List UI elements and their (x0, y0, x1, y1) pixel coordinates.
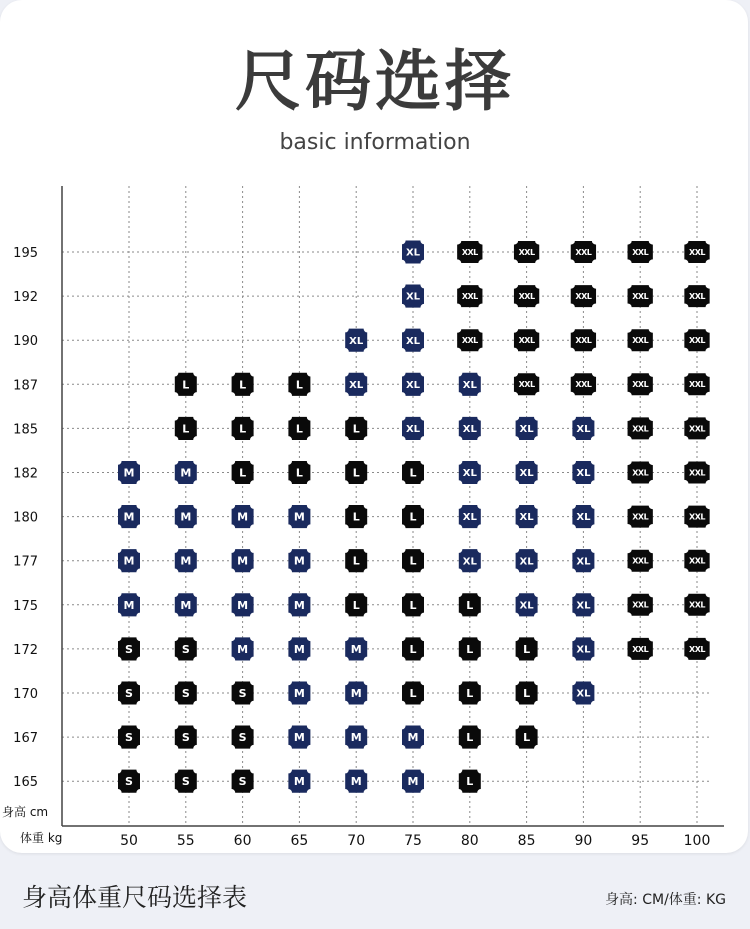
size-tag-label: M (123, 598, 135, 612)
size-tag-label: XXL (689, 424, 705, 434)
size-tag-xl (516, 549, 538, 572)
size-tag-xl (402, 329, 424, 352)
size-tag-label: XL (349, 379, 364, 391)
size-tag-label: L (466, 598, 474, 612)
size-tag-label: S (125, 686, 133, 700)
size-tag-xxl (628, 373, 653, 395)
size-tag-m (288, 549, 310, 572)
size-tag-l (402, 593, 424, 616)
size-tag-label: XL (576, 600, 591, 612)
y-tick-label: 172 (13, 642, 38, 658)
size-tag-label: XXL (632, 644, 649, 654)
size-tag-s (232, 681, 254, 704)
size-tag-xxl (628, 285, 653, 307)
y-tick-label: 165 (13, 775, 38, 791)
size-tag-label: L (295, 466, 303, 480)
size-tag-s (175, 681, 197, 704)
size-tag-label: L (182, 378, 190, 392)
size-tag-l (402, 681, 424, 704)
size-tag-xl (516, 505, 538, 528)
size-tag-label: S (125, 731, 133, 745)
size-tag-l (232, 461, 254, 484)
size-tag-label: XXL (689, 556, 705, 566)
size-tag-xl (459, 373, 481, 396)
size-tag-label: XXL (575, 247, 592, 257)
chart-grid (62, 186, 712, 826)
size-tag-label: XXL (575, 291, 592, 301)
size-tag-label: L (352, 466, 360, 480)
size-tag-l (288, 461, 310, 484)
units-note: 身高: CM/体重: KG (605, 892, 726, 908)
y-tick-label: 177 (13, 554, 38, 570)
size-tag-xl (572, 637, 594, 660)
size-tag-label: XL (519, 424, 534, 435)
size-tag-xxl (628, 506, 653, 528)
size-tag-label: XXL (689, 644, 705, 654)
size-tag-label: L (466, 686, 474, 700)
size-tag-label: XXL (632, 424, 649, 434)
size-tag-label: M (180, 510, 192, 524)
y-axis-label: 身高 cm (2, 805, 49, 819)
y-tick-label: 185 (13, 422, 38, 438)
size-tag-label: L (409, 642, 417, 656)
size-tag-label: S (181, 775, 190, 789)
size-tag-label: XL (576, 556, 591, 568)
size-tag-label: L (466, 642, 474, 656)
size-tag-label: XXL (689, 512, 705, 522)
size-tag-label: XL (576, 424, 591, 435)
size-tag-l (516, 637, 538, 660)
size-tag-label: L (409, 598, 417, 612)
size-tag-label: L (409, 686, 417, 700)
size-tag-l (459, 726, 481, 749)
size-tag-l (516, 681, 538, 704)
size-tag-m (175, 461, 197, 484)
size-tag-label: M (180, 598, 192, 612)
x-tick-label: 85 (517, 833, 536, 849)
size-tag-label: XXL (461, 336, 478, 346)
size-tag-xxl (684, 594, 709, 616)
x-tick-label: 70 (347, 833, 366, 849)
size-tag-label: L (523, 731, 531, 745)
size-tag-m (345, 770, 367, 793)
size-tag-label: XXL (575, 380, 592, 390)
size-tag-label: XXL (518, 291, 535, 301)
size-tag-label: XL (576, 468, 591, 480)
size-tag-label: M (293, 510, 305, 524)
size-tag-m (345, 637, 367, 660)
size-tag-xxl (514, 241, 539, 263)
x-tick-label: 55 (176, 833, 195, 849)
size-tag-label: L (523, 686, 531, 700)
size-tag-m (118, 461, 140, 484)
size-tag-l (459, 593, 481, 616)
size-tag-label: XXL (632, 512, 649, 522)
size-tag-xxl (684, 506, 709, 528)
size-tag-xl (459, 505, 481, 528)
size-tag-m (345, 726, 367, 749)
size-tag-m (175, 549, 197, 572)
size-tag-xl (459, 549, 481, 572)
x-tick-label: 100 (683, 833, 711, 849)
size-tag-label: L (239, 378, 247, 392)
size-tag-l (175, 373, 197, 396)
size-tag-label: L (352, 554, 360, 568)
size-tag-xxl (684, 285, 709, 307)
size-tag-m (402, 726, 424, 749)
size-tag-label: XL (405, 335, 421, 347)
size-tag-label: XXL (632, 556, 649, 566)
size-tag-xxl (684, 462, 709, 484)
size-tag-s (118, 770, 140, 793)
size-tag-m (118, 505, 140, 528)
size-tag-label: M (123, 554, 135, 568)
chart-caption: 身高体重尺码选择表 (22, 883, 248, 912)
size-tag-m (118, 549, 140, 572)
size-tag-xxl (457, 329, 482, 351)
size-tag-label: XL (576, 512, 591, 524)
size-tag-label: S (181, 686, 190, 700)
size-tag-xl (459, 461, 481, 484)
size-tag-label: M (237, 642, 249, 656)
size-tag-m (288, 505, 310, 528)
size-tag-xxl (628, 638, 653, 660)
size-tag-l (288, 417, 310, 440)
size-tag-label: XXL (689, 468, 705, 478)
size-tag-label: M (237, 554, 249, 568)
size-tag-xl (402, 417, 424, 440)
size-tag-xxl (684, 373, 709, 395)
size-tag-label: M (180, 554, 192, 568)
size-tag-xl (345, 373, 367, 396)
size-tag-label: M (293, 686, 305, 700)
size-tag-l (175, 417, 197, 440)
size-tag-label: XL (462, 424, 477, 435)
size-tag-s (175, 637, 197, 660)
size-tag-label: XL (519, 512, 534, 524)
size-tag-xl (572, 505, 594, 528)
y-tick-label: 190 (13, 334, 38, 350)
y-tick-label: 182 (13, 466, 38, 482)
size-tag-label: M (350, 642, 362, 656)
size-tag-label: M (293, 554, 305, 568)
size-tag-label: M (237, 510, 249, 524)
size-tag-xxl (457, 285, 482, 307)
x-tick-label: 60 (233, 833, 252, 849)
size-tag-label: XXL (689, 291, 705, 301)
size-tag-xl (572, 593, 594, 616)
size-tag-label: XL (405, 379, 421, 391)
y-tick-label: 180 (13, 510, 38, 526)
size-tag-label: XXL (518, 380, 535, 390)
size-tag-s (232, 726, 254, 749)
size-tag-label: XXL (632, 600, 649, 610)
size-tag-l (459, 681, 481, 704)
size-tag-m (288, 770, 310, 793)
size-tag-l (345, 461, 367, 484)
size-tag-xl (402, 240, 424, 263)
size-tag-label: XL (349, 335, 364, 347)
size-tag-label: M (407, 731, 419, 745)
y-tick-label: 195 (13, 246, 38, 261)
size-tag-l (459, 637, 481, 660)
size-tag-label: XL (576, 688, 591, 700)
size-tag-xxl (514, 329, 539, 351)
size-tag-s (232, 770, 254, 793)
size-tag-xl (516, 461, 538, 484)
size-tag-label: S (125, 775, 133, 789)
size-tag-label: XL (405, 291, 421, 303)
size-tag-label: L (523, 642, 531, 656)
size-tag-m (118, 593, 140, 616)
size-tag-l (345, 593, 367, 616)
size-tag-label: XL (462, 512, 477, 524)
size-tag-m (288, 637, 310, 660)
size-tag-l (232, 417, 254, 440)
size-tag-label: XXL (632, 291, 649, 301)
size-tag-xl (572, 549, 594, 572)
size-tag-xl (402, 285, 424, 308)
size-tag-label: M (407, 775, 419, 789)
size-tag-label: XXL (575, 336, 592, 346)
size-tag-label: M (123, 466, 135, 480)
size-tag-l (345, 417, 367, 440)
size-tag-label: XXL (689, 600, 705, 610)
size-tag-label: L (239, 422, 247, 436)
y-tick-label: 187 (13, 378, 38, 394)
size-tag-xxl (684, 241, 709, 263)
x-tick-label: 95 (631, 833, 650, 849)
size-tag-label: L (352, 422, 360, 436)
y-tick-label: 167 (13, 731, 38, 747)
size-tag-label: L (295, 422, 303, 436)
size-tag-xxl (628, 550, 653, 572)
size-tag-xl (516, 593, 538, 616)
size-tag-xl (572, 681, 594, 704)
size-tag-xxl (628, 417, 653, 439)
size-tag-label: M (293, 642, 305, 656)
size-tag-label: M (293, 598, 305, 612)
size-tag-s (175, 726, 197, 749)
size-tag-xxl (628, 594, 653, 616)
x-tick-label: 50 (120, 833, 138, 849)
size-tag-label: M (293, 731, 305, 745)
size-tag-l (402, 461, 424, 484)
size-tag-xxl (628, 462, 653, 484)
x-tick-label: 65 (290, 833, 309, 849)
size-tag-m (232, 505, 254, 528)
size-tag-label: L (295, 378, 303, 392)
size-tag-l (402, 549, 424, 572)
size-tag-label: XXL (689, 247, 705, 257)
size-tag-label: M (350, 775, 362, 789)
size-tag-xl (402, 373, 424, 396)
size-tag-xxl (514, 285, 539, 307)
size-tag-xl (572, 461, 594, 484)
size-tag-xxl (684, 550, 709, 572)
size-tag-xxl (457, 241, 482, 263)
size-tag-m (345, 681, 367, 704)
size-tag-label: XL (462, 379, 477, 391)
size-tag-m (288, 593, 310, 616)
size-tag-m (288, 681, 310, 704)
size-tag-label: XL (519, 468, 534, 480)
size-tag-label: M (293, 775, 305, 789)
size-tag-xxl (571, 329, 596, 351)
size-tag-label: M (350, 686, 362, 700)
size-tag-label: XXL (689, 336, 705, 346)
size-tag-label: XXL (632, 468, 649, 478)
size-tag-l (288, 373, 310, 396)
size-tag-xl (459, 417, 481, 440)
size-tag-xxl (571, 241, 596, 263)
size-tag-s (175, 770, 197, 793)
size-tag-label: XXL (632, 247, 649, 257)
size-tag-label: M (350, 731, 362, 745)
size-tag-xl (345, 329, 367, 352)
x-tick-label: 75 (404, 833, 422, 849)
y-tick-label: 170 (13, 687, 38, 702)
size-tag-l (459, 770, 481, 793)
page-subtitle: basic information (279, 130, 471, 155)
size-tag-l (232, 373, 254, 396)
size-tag-xxl (684, 417, 709, 439)
size-tag-m (175, 505, 197, 528)
size-tag-label: L (239, 466, 247, 480)
size-tag-m (232, 637, 254, 660)
size-tag-label: S (125, 642, 133, 656)
size-tag-label: S (238, 731, 247, 745)
size-tag-label: S (238, 686, 247, 700)
size-tag-label: L (409, 554, 417, 568)
size-tag-label: L (466, 775, 474, 789)
size-tag-xxl (571, 373, 596, 395)
size-tag-label: XXL (518, 336, 535, 346)
page-title: 尺码选择 (235, 43, 515, 120)
size-tag-label: XL (462, 556, 477, 568)
size-tag-label: XXL (461, 247, 478, 257)
size-tag-xxl (514, 373, 539, 395)
size-tag-label: XXL (461, 291, 478, 301)
size-tag-s (118, 726, 140, 749)
size-tag-label: S (181, 642, 190, 656)
size-tag-label: L (466, 731, 474, 745)
size-tag-s (118, 637, 140, 660)
size-tag-s (118, 681, 140, 704)
size-tag-m (232, 593, 254, 616)
size-tag-label: L (182, 422, 190, 436)
size-tag-label: XL (405, 247, 421, 259)
size-tag-l (345, 549, 367, 572)
size-tag-l (345, 505, 367, 528)
size-tag-label: M (123, 510, 135, 524)
size-tag-xxl (628, 329, 653, 351)
size-tag-label: XL (519, 556, 534, 568)
size-tag-label: XL (462, 468, 477, 480)
size-tag-xl (516, 417, 538, 440)
x-axis-label: 体重 kg (20, 831, 63, 845)
size-tag-l (402, 505, 424, 528)
chart-cells (118, 240, 710, 792)
size-tag-label: M (180, 466, 192, 480)
size-tag-label: L (352, 510, 360, 524)
size-tag-label: XL (519, 600, 534, 612)
size-tag-label: L (409, 466, 417, 480)
size-tag-label: XXL (689, 380, 705, 390)
size-tag-label: S (238, 775, 247, 789)
y-tick-label: 175 (13, 598, 38, 614)
size-tag-label: XXL (632, 380, 649, 390)
size-tag-m (288, 726, 310, 749)
size-tag-xxl (684, 329, 709, 351)
size-tag-label: XXL (518, 247, 535, 257)
size-tag-xxl (684, 638, 709, 660)
size-tag-xl (572, 417, 594, 440)
x-tick-label: 80 (460, 833, 479, 849)
size-tag-label: L (409, 510, 417, 524)
size-tag-label: M (237, 598, 249, 612)
size-tag-label: XL (405, 424, 421, 435)
y-tick-label: 192 (13, 290, 38, 306)
size-tag-l (402, 637, 424, 660)
size-tag-label: S (181, 731, 190, 745)
size-tag-m (175, 593, 197, 616)
x-tick-label: 90 (574, 833, 593, 849)
size-tag-m (232, 549, 254, 572)
size-tag-l (516, 726, 538, 749)
size-tag-label: XXL (632, 336, 649, 346)
size-tag-m (402, 770, 424, 793)
size-tag-xxl (628, 241, 653, 263)
size-tag-label: XL (576, 644, 591, 656)
size-tag-label: L (352, 598, 360, 612)
size-tag-xxl (571, 285, 596, 307)
